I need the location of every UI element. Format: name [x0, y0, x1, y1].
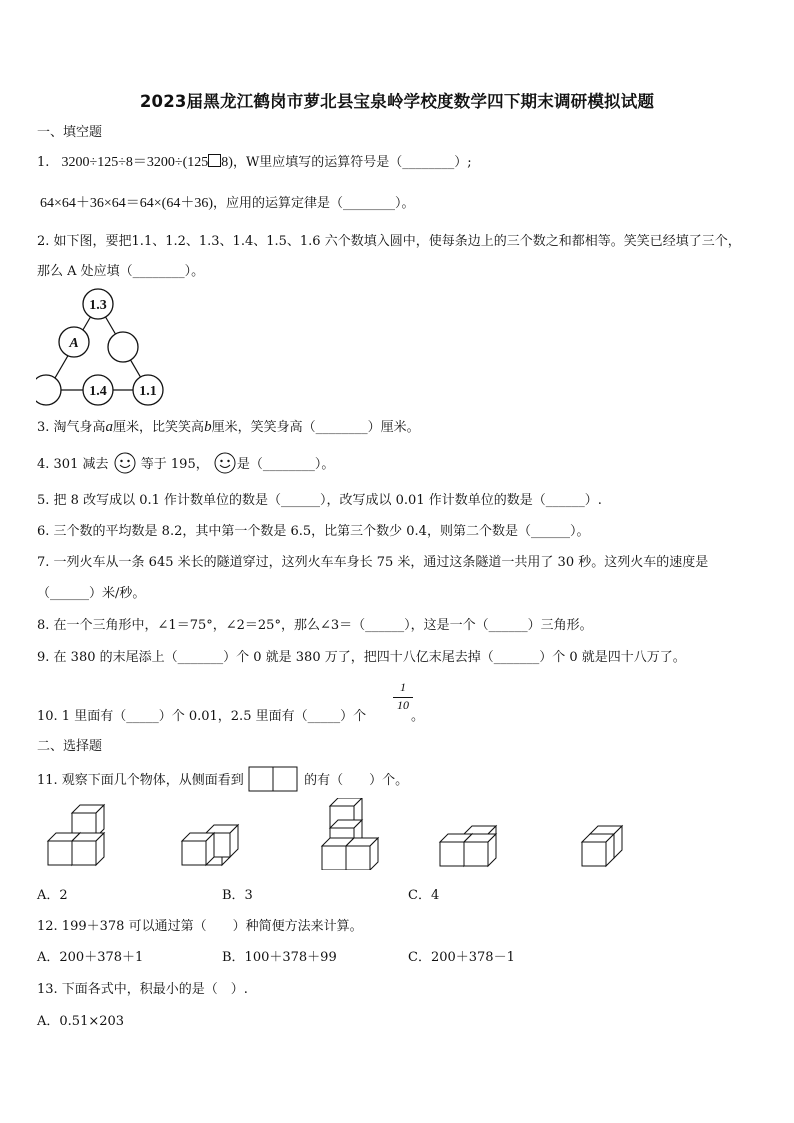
- math-expression: 3200÷125÷8＝3200÷(125 8): [61, 155, 233, 170]
- question-2-line-1: 2. 如下图，要把1.1、1.2、1.3、1.4、1.5、1.6 六个数填入圆中，使每条边上的三个数之和都相等。笑笑已经填了三个，: [37, 234, 741, 249]
- question-13: 13. 下面各式中，积最小的是（ ）.: [37, 982, 248, 997]
- question-7-line-1: 7. 一列火车从一条 645 米长的隧道穿过，这列火车车身长 75 米，通过这条隧道一共用了 30 秒。这列火车的速度是: [37, 555, 709, 570]
- question-1-line-1: [37, 151, 472, 171]
- circle-right: [108, 332, 138, 362]
- cube-figure-5: [582, 826, 622, 866]
- question-4: 4. 301 减去 等于 195， 是（________）。: [37, 452, 334, 474]
- question-10: 10. 1 里面有（_____）个 0.01，2.5 里面有（_____）个: [37, 709, 367, 724]
- question-11-option-b[interactable]: B．3: [222, 888, 253, 903]
- blank-box-icon: [208, 154, 221, 167]
- circle-left-label: A: [69, 336, 79, 351]
- fraction-denominator: 10: [397, 698, 409, 712]
- fraction: [393, 680, 413, 712]
- question-8: 8. 在一个三角形中，∠1＝75°，∠2＝25°，那么∠3＝（______），这是一个（______）三角形。: [37, 618, 593, 633]
- page-title: 2023届黑龙江鹤岗市萝北县宝泉岭学校度数学四下期末调研模拟试题: [139, 92, 655, 111]
- question-3: 3. 淘气身高a厘米，比笑笑高b厘米，笑笑身高（________）厘米。: [37, 419, 420, 435]
- question-12-option-a[interactable]: A．200＋378＋1: [37, 950, 144, 965]
- side-view-two-squares-icon: [248, 766, 300, 792]
- cube-figures: [40, 798, 640, 870]
- circle-bottom-left: [36, 375, 61, 405]
- cube-figure-3: [322, 798, 378, 870]
- cube-figure-2: [182, 825, 238, 865]
- smiley-face-icon: [213, 452, 237, 474]
- question-12: 12. 199＋378 可以通过第（ ）种简便方法来计算。: [37, 919, 363, 934]
- question-11-option-a[interactable]: A．2: [37, 888, 68, 903]
- question-10-end: 。: [411, 709, 425, 724]
- cube-figure-1: [48, 805, 104, 865]
- question-text: ，W里应填写的运算符号是（________）;: [232, 155, 472, 170]
- question-12-option-b[interactable]: B．100＋378＋99: [222, 950, 337, 965]
- circle-bottom-right-label: 1.1: [139, 384, 157, 399]
- question-9: 9. 在 380 的末尾添上（_______）个 0 就是 380 万了，把四十八亿末尾去掉（_______）个 0 就是四十八万了。: [37, 650, 686, 665]
- question-5: 5. 把 8 改写成以 0.1 作计数单位的数是（______），改写成以 0.01 作计数单位的数是（______）.: [37, 493, 602, 508]
- question-2-line-2: 那么 A 处应填（________）。: [37, 264, 205, 279]
- question-text: ，应用的运算定律是（________）。: [213, 196, 415, 211]
- variable-b: b: [204, 419, 212, 435]
- question-number: 1.: [37, 155, 50, 170]
- variable-a: a: [105, 419, 114, 435]
- circle-top-label: 1.3: [89, 298, 107, 313]
- question-7-line-2: （______）米/秒。: [37, 586, 146, 601]
- math-expression: 64×64＋36×64＝64×(64＋36): [40, 196, 214, 211]
- question-11-option-c[interactable]: C．4: [408, 888, 440, 903]
- circle-bottom-mid-label: 1.4: [89, 384, 107, 399]
- question-1-line-2: [40, 192, 415, 212]
- question-12-option-c[interactable]: C．200＋378－1: [408, 950, 515, 965]
- cube-figure-4: [440, 826, 496, 866]
- fraction-numerator: 1: [400, 680, 406, 694]
- section-heading-choice: 二、选择题: [37, 739, 103, 754]
- question-13-option-a[interactable]: A．0.51×203: [37, 1014, 125, 1029]
- question-11: 11. 观察下面几个物体，从侧面看到 的有（ ）个。: [37, 766, 408, 792]
- question-6: 6. 三个数的平均数是 8.2，其中第一个数是 6.5，比第三个数少 0.4，则第二个数是（______）。: [37, 524, 590, 539]
- section-heading-fill-blank: 一、填空题: [37, 125, 103, 140]
- smiley-face-icon: [113, 452, 137, 474]
- triangle-circle-diagram: [36, 286, 168, 406]
